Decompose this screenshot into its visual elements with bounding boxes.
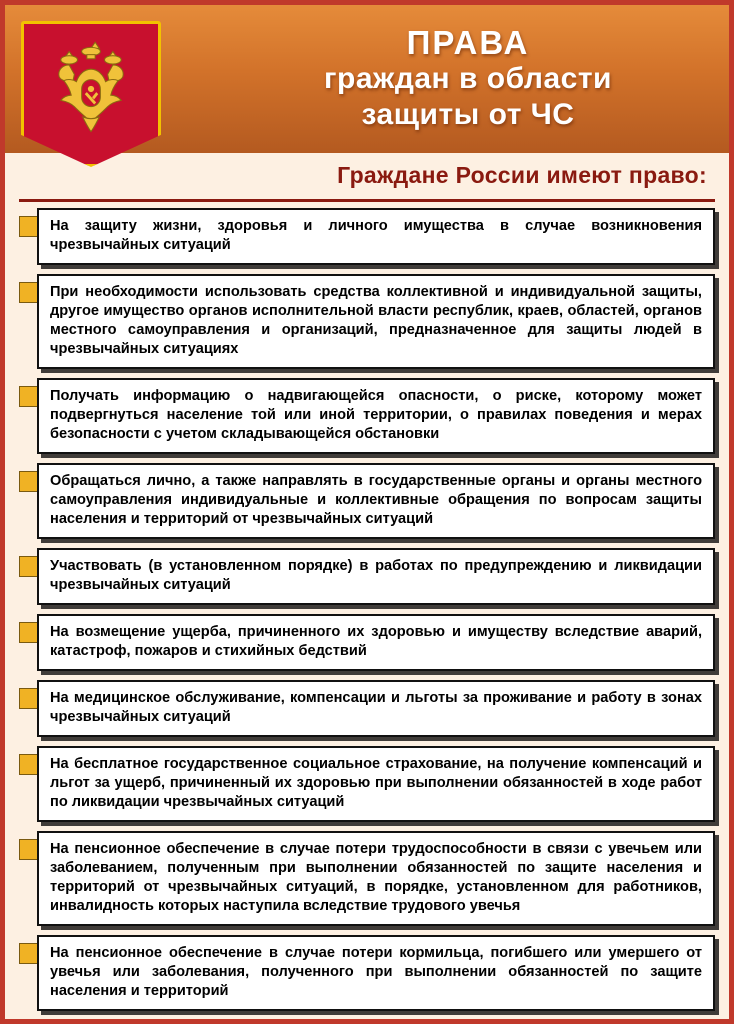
emblem-plaque xyxy=(21,21,161,167)
list-item xyxy=(19,614,715,671)
list-item xyxy=(19,378,715,454)
right-box xyxy=(37,831,715,926)
right-text: На медицинское обслуживание, компенсации и льготы за проживание и работу в зонах чрезвычайных ситуаций xyxy=(50,690,702,725)
right-box xyxy=(37,208,715,265)
divider xyxy=(19,199,715,202)
right-box xyxy=(37,746,715,822)
right-box xyxy=(37,935,715,1011)
list-item xyxy=(19,746,715,822)
right-text: На бесплатное государственное социальное страхование, на получение компенсаций и льгот за ущерб, причиненный их здоровью при выполнении обязанностей в ходе работ по ликвидации чрезвычайных ситуаций xyxy=(50,756,702,810)
right-box xyxy=(37,614,715,671)
right-box xyxy=(37,463,715,539)
right-text: На пенсионное обеспечение в случае потери кормильца, погибшего или умершего от увечья или заболевания, полученного при выполнении обязанностей по защите населения и территорий xyxy=(50,945,702,999)
list-item xyxy=(19,831,715,926)
list-item xyxy=(19,463,715,539)
list-item xyxy=(19,208,715,265)
right-box xyxy=(37,274,715,369)
right-text: На возмещение ущерба, причиненного их здоровью и имуществу вследствие аварий, катастроф, пожаров и стихийных бедствий xyxy=(50,624,702,659)
russian-coat-of-arms-icon xyxy=(39,38,143,142)
right-text: Участвовать (в установленном порядке) в работах по предупреждению и ликвидации чрезвычайных ситуаций xyxy=(50,558,702,593)
right-text: При необходимости использовать средства коллективной и индивидуальной защиты, другое имущество органов исполнительной власти республик, краев, областей, органов местного самоуправления и организаций, предназначенное для защиты людей в чрезвычайных ситуациях xyxy=(50,284,702,357)
list-item xyxy=(19,935,715,1011)
right-box xyxy=(37,378,715,454)
right-box xyxy=(37,680,715,737)
right-text: На пенсионное обеспечение в случае потери трудоспособности в связи с увечьем или заболеванием, полученным при выполнении обязанностей по защите населения и территорий от чрезвычайных ситуаций, в порядке, установленном для работников, инвалидность которых наступила вследствие трудового увечья xyxy=(50,841,702,914)
right-text: Обращаться лично, а также направлять в государственные органы и органы местного самоуправления индивидуальные и коллективные обращения по вопросам защиты населения и территорий от чрезвычайных ситуаций xyxy=(50,473,702,527)
right-text: На защиту жизни, здоровья и личного имущества в случае возникновения чрезвычайных ситуаций xyxy=(50,218,702,253)
emblem-shield xyxy=(21,21,161,167)
poster-header xyxy=(5,5,729,153)
page-title-line1: ПРАВА xyxy=(406,24,530,61)
page-title-line2: граждан в области xyxy=(324,62,612,95)
list-item xyxy=(19,548,715,605)
list-item xyxy=(19,274,715,369)
subtitle: Граждане России имеют право: xyxy=(337,161,707,188)
list-item xyxy=(19,680,715,737)
right-text: Получать информацию о надвигающейся опасности, о риске, которому может подвергнуться население той или иной территории, о правилах поведения и мерах безопасности с учетом складывающейся обстановки xyxy=(50,388,702,442)
page-title-line3: защиты от ЧС xyxy=(361,98,575,131)
page-title xyxy=(233,25,703,133)
right-box xyxy=(37,548,715,605)
rights-list xyxy=(5,208,729,1024)
